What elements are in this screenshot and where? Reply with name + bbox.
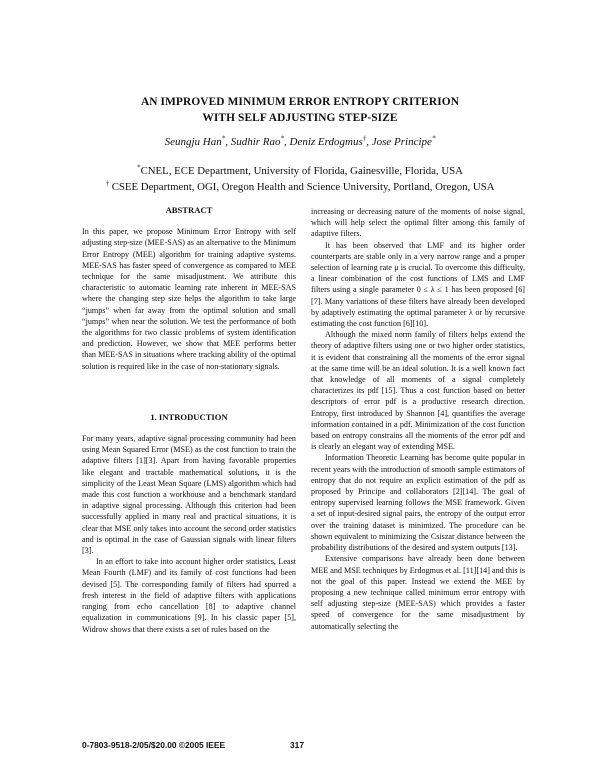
introduction-paragraph: For many years, adaptive signal processing community had been using Mean Squared Error (MSE) as the cost function to train the adaptive filters [1][3]. Apart from having favorable properties like elegant and tractable mathematical solutions, it is the simplicity of the Least Mean Square (LMS) algorithm which had made this cost function a workhouse and a benchmark standard in adaptive signal processing. Although this criterion had been successfully applied in many real and practical situations, it is clear that MSE only takes into account the second order statistics and is optimal in the case of Gaussian signals with linear filters [3]. <box>82 434 296 556</box>
body-paragraph: Extensive comparisons have already been done between MEE and MSE techniques by Erdogmus et al. [11][14] and this is not the goal of this paper. Instead we extend the MEE by proposing a new technique called minimum error entropy with self adjusting step-size (MEE-SAS) which provides a faster speed of convergence for the same misadjustment by automatically selecting the <box>311 554 525 631</box>
author-separator: , <box>284 136 290 148</box>
footer-isbn: 0-7803-9518-2/05/$20.00 ©2005 IEEE <box>82 740 226 750</box>
page-number: 317 <box>290 740 304 750</box>
paper-title <box>0 94 600 126</box>
affiliation-mark: * <box>137 163 141 172</box>
author-separator: , <box>366 136 372 148</box>
title-line-2: WITH SELF ADJUSTING STEP-SIZE <box>202 112 398 124</box>
author-name: Deniz Erdogmus <box>289 136 363 148</box>
affiliation-ohsu <box>0 181 600 193</box>
author-mark: * <box>431 134 436 143</box>
abstract-text: In this paper, we propose Minimum Error Entropy with self adjusting step-size (MEE-SAS) as an alternative to the Minimum Error Entropy (MEE) algorithm for training adaptive systems. MEE-SAS has faster speed of convergence as compared to MEE technique for the same misadjustment. We attribute this characteristic to automatic learning rate inherent in MEE-SAS where the changing step size helps the algorithm to take large “jumps” when far away from the optimal solution and small “jumps” when near the solution. We test the performance of both the algorithms for two classic problems of system identification and prediction. However, we show that MEE performs better than MEE-SAS in situations where tracking ability of the optimal solution is required like in the case of non-stationary signals. <box>82 227 296 371</box>
right-column <box>311 206 525 632</box>
body-paragraph: Information Theoretic Learning has become quite popular in recent years with the introduction of smooth sample estimators of entropy that do not require an explicit estimation of the pdf as proposed by Principe and collaborators [2][14]. The goal of entropy supervised learning follows the MSE framework. Given a set of input-desired signal pairs, the entropy of the output error over the training dataset is minimized. The procedure can be shown equivalent to minimizing the Csiszar distance between the probability distributions of the desired and system outputs [13]. <box>311 453 525 553</box>
affiliation-mark: † <box>105 179 109 188</box>
left-column <box>82 205 296 635</box>
author-mark: * <box>221 134 226 143</box>
author-separator: , <box>225 136 231 148</box>
title-line-1: AN IMPROVED MINIMUM ERROR ENTROPY CRITERION <box>140 96 460 108</box>
body-paragraph: Although the mixed norm family of filters helps extend the theory of adaptive filters using one or two higher order statistics, it is evident that constraining all the moments of the error signal at the same time will be an ideal solution. It is a well known fact that knowledge of all moments of a signal completely characterizes its pdf [15]. Thus a cost function based on better descriptors of error pdf is a productive research direction. Entropy, first introduced by Shannon [4], quantifies the average information contained in a pdf. Minimization of the cost function based on entropy constrains all the moments of the error pdf and is clearly an elegant way of extending MSE. <box>311 330 525 452</box>
author-name: Sudhir Rao <box>230 136 281 148</box>
affiliation-ufl <box>0 165 600 177</box>
body-paragraph: It has been observed that LMF and its higher order counterparts are stable only in a very narrow range and a proper selection of learning rate μ is crucial. To overcome this difficulty, a linear combination of the cost functions of LMS and LMF filters using a single parameter 0 ≤ λ ≤ 1 has been proposed [6][7]. Many variations of these filters have already been developed by adaptively estimating the optimal parameter λ or by recursive estimating the cost function [6][10]. <box>311 240 525 329</box>
body-paragraph: increasing or decreasing nature of the moments of noise signal, which will help select the optimal filter among this family of adaptive filters. <box>311 207 525 239</box>
author-list <box>0 136 600 148</box>
author-mark: † <box>362 134 367 143</box>
introduction-heading: 1. INTRODUCTION <box>150 411 228 422</box>
author-name: Jose Principe <box>371 136 432 148</box>
affiliation-text: CSEE Department, OGI, Oregon Health and Science University, Portland, Oregon, USA <box>111 181 495 193</box>
introduction-paragraph: In an effort to take into account higher order statistics, Least Mean Fourth (LMF) and its family of cost functions had been devised [5]. The corresponding family of filters had spurred a fresh interest in the field of adaptive filters with applications ranging from echo cancellation [8] to adaptive channel equalization in communications [9]. In his classic paper [5], Widrow shows that there exists a set of rules based on the <box>82 557 296 634</box>
abstract-heading: ABSTRACT <box>165 205 213 215</box>
author-name: Seungju Han <box>164 136 222 148</box>
affiliation-text: CNEL, ECE Department, University of Florida, Gainesville, Florida, USA <box>140 165 463 177</box>
author-mark: * <box>280 134 285 143</box>
